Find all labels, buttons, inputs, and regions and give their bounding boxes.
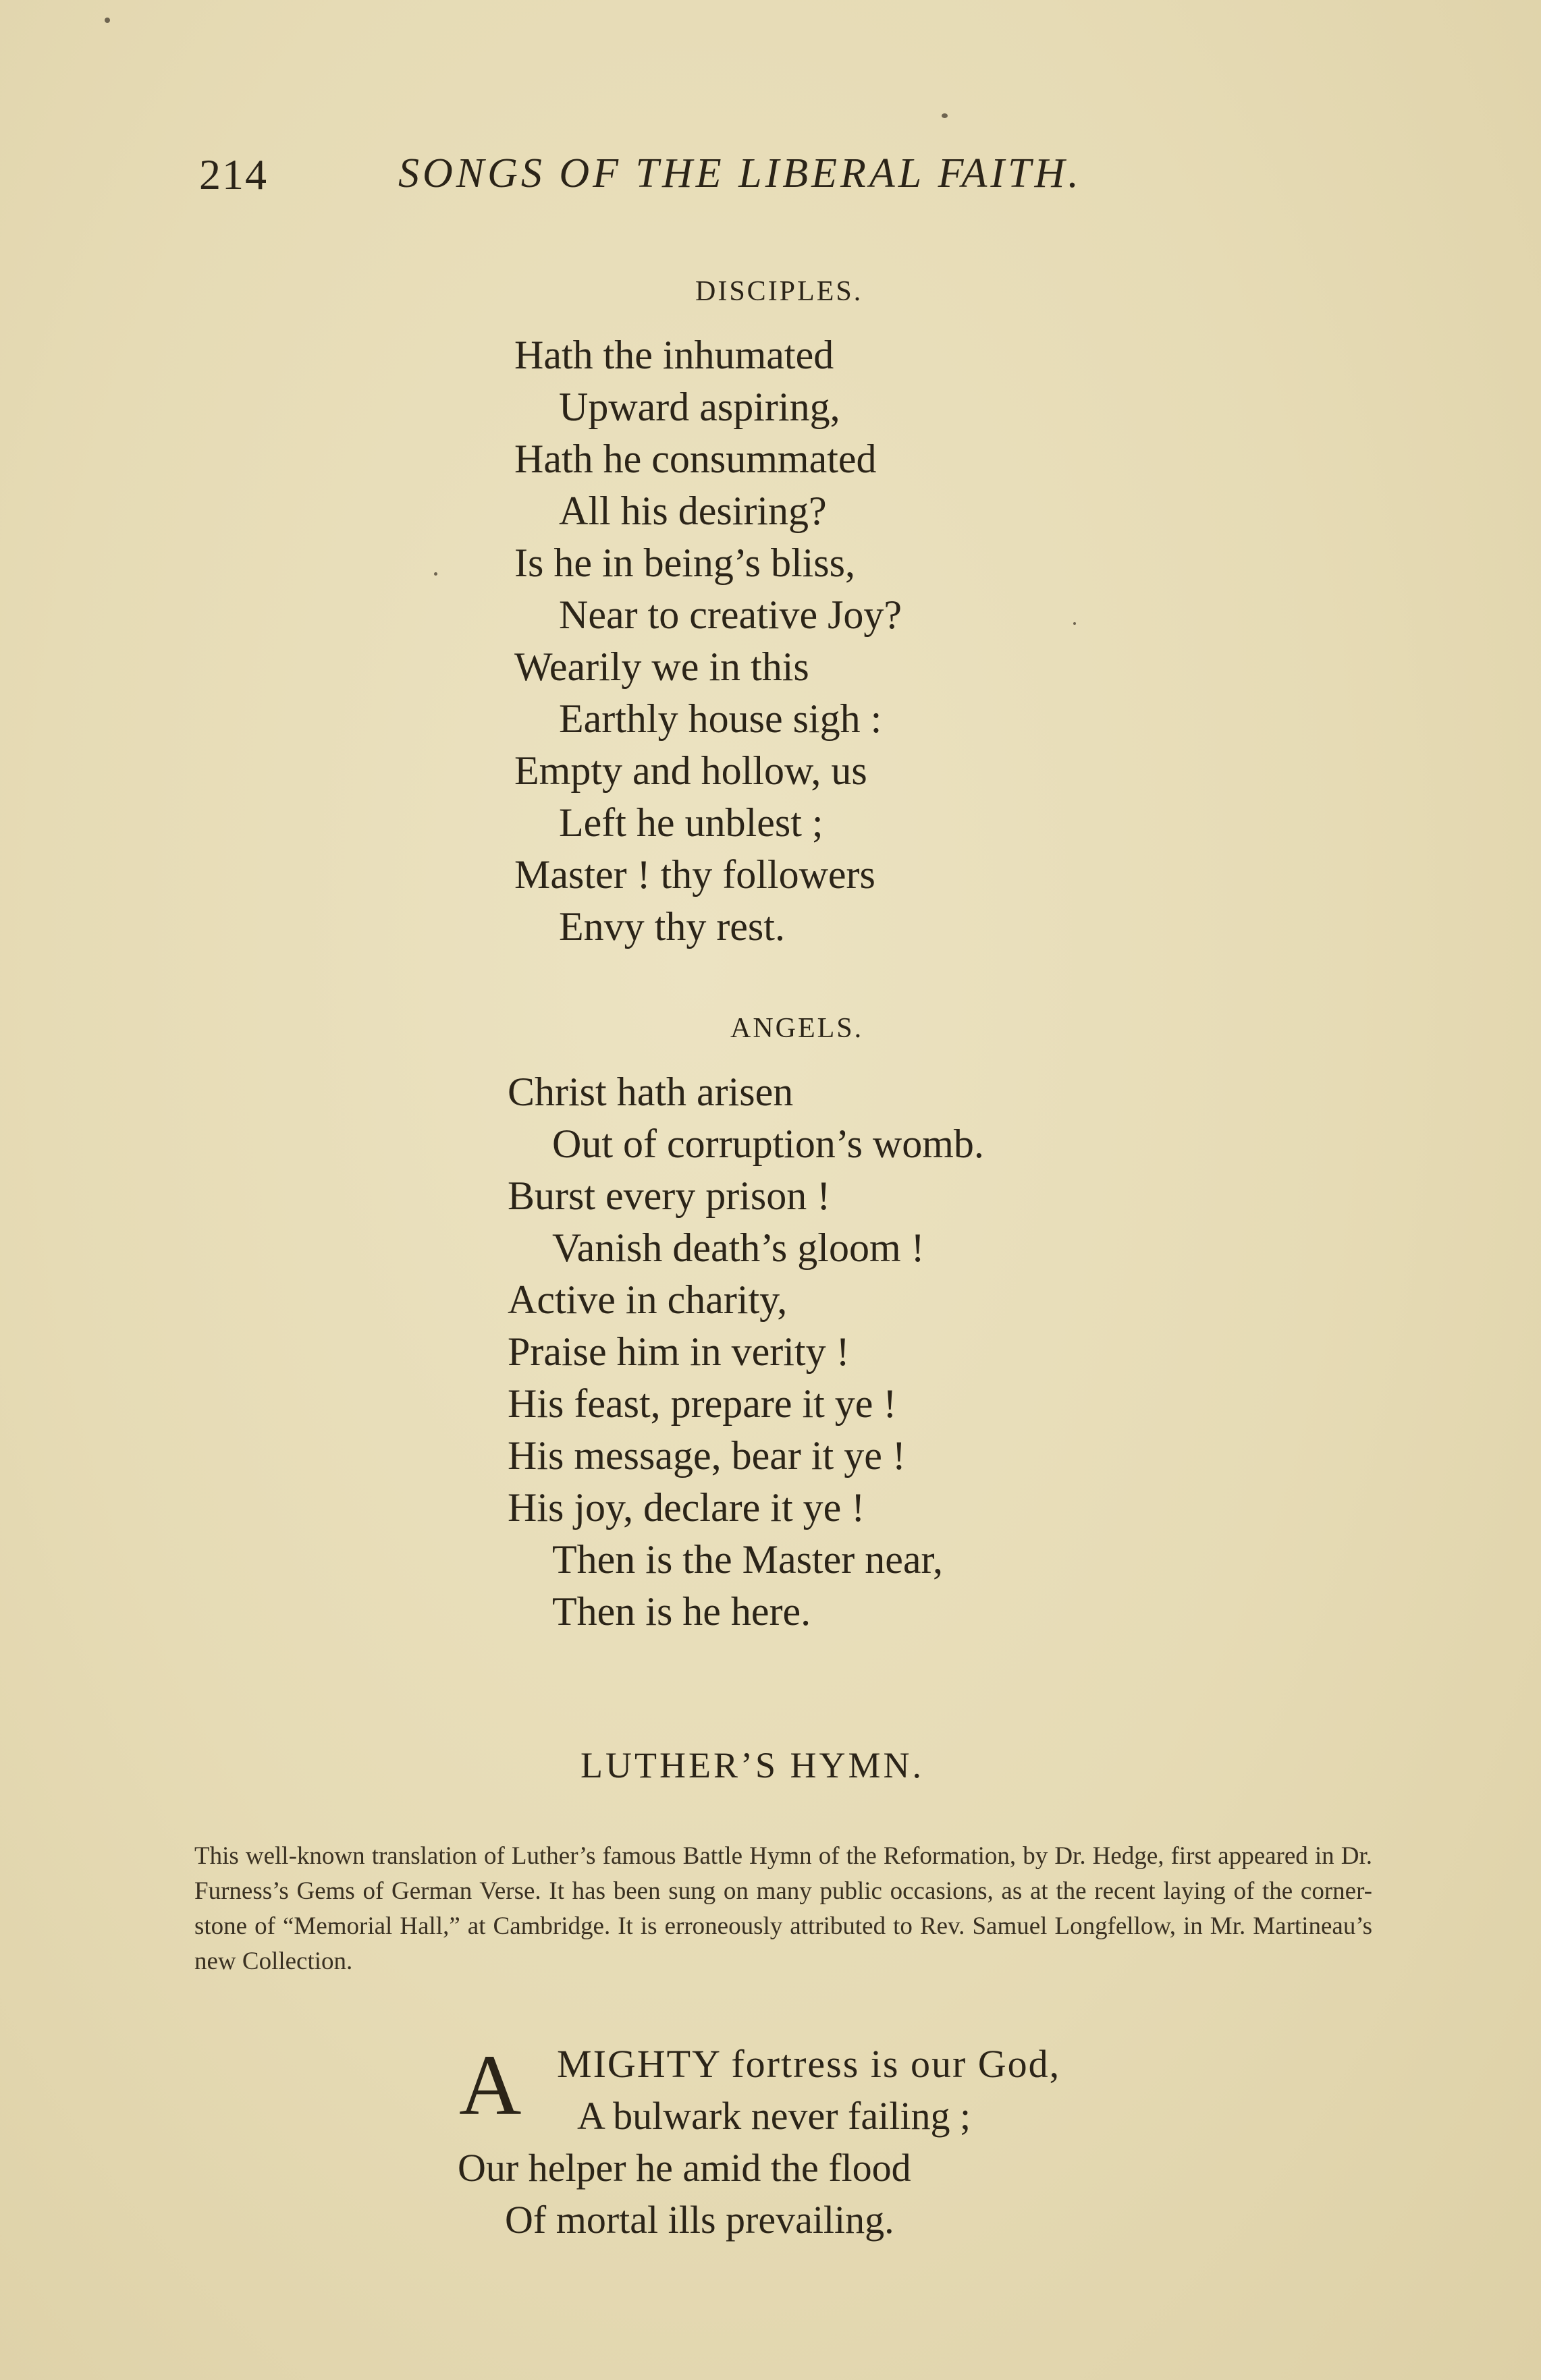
- verse-line: Left he unblest ;: [559, 800, 823, 845]
- paper-speck: [105, 18, 110, 23]
- verse-line: Praise him in verity !: [508, 1329, 850, 1374]
- verse-line: Then is he here.: [552, 1589, 811, 1634]
- paper-speck: [942, 113, 948, 118]
- disciples-verse: [514, 329, 902, 953]
- verse-line: Christ hath arisen: [508, 1070, 794, 1114]
- verse-line: Vanish death’s gloom !: [552, 1225, 925, 1270]
- book-title: SONGS OF THE LIBERAL FAITH.: [398, 150, 1082, 196]
- verse-line: Hath the inhumated: [514, 333, 834, 377]
- verse-line: MIGHTY fortress is our God,: [557, 2042, 1061, 2086]
- drop-cap: A: [459, 2037, 522, 2133]
- verse-line: Master ! thy followers: [514, 852, 875, 897]
- verse-line: Near to creative Joy?: [559, 592, 902, 637]
- verse-line: Our helper he amid the flood: [458, 2146, 911, 2190]
- page-number: 214: [199, 150, 268, 198]
- hymn-verse: [459, 2038, 1060, 2246]
- paper-speck: [434, 572, 437, 576]
- paper-speck: [1073, 622, 1076, 625]
- angels-heading: ANGELS.: [730, 1013, 864, 1044]
- verse-line: Active in charity,: [508, 1277, 788, 1322]
- angels-verse: [508, 1066, 984, 1638]
- verse-line: Burst every prison !: [508, 1173, 831, 1218]
- verse-line: All his desiring?: [559, 489, 827, 533]
- verse-line: A bulwark never failing ;: [577, 2094, 971, 2138]
- verse-line: Is he in being’s bliss,: [514, 541, 855, 585]
- verse-line: His joy, declare it ye !: [508, 1485, 865, 1530]
- hymn-note: This well-known translation of Luther’s famous Battle Hymn of the Reformation, by Dr. Hedge, first appeared in Dr. Furness’s Gems of German Verse. It has been sung on many public occasions, as at the recent laying of the corner-stone of “Memorial Hall,” at Cambridge. It is erroneously attributed to Rev. Samuel Longfellow, in Mr. Martineau’s new Collection.: [194, 1842, 1372, 1975]
- verse-line: His feast, prepare it ye !: [508, 1381, 897, 1426]
- disciples-heading: DISCIPLES.: [695, 276, 863, 307]
- verse-line: Out of corruption’s womb.: [552, 1122, 984, 1166]
- verse-line: Empty and hollow, us: [514, 748, 867, 793]
- running-head: [199, 150, 1225, 211]
- verse-line: Upward aspiring,: [559, 385, 840, 429]
- verse-line: Then is the Master near,: [552, 1537, 944, 1582]
- hymn-title: LUTHER’S HYMN.: [580, 1745, 924, 1786]
- verse-line: His message, bear it ye !: [508, 1433, 906, 1478]
- verse-line: Hath he consummated: [514, 437, 877, 481]
- verse-line: Of mortal ills prevailing.: [505, 2198, 894, 2242]
- verse-line: Earthly house sigh :: [559, 696, 882, 741]
- verse-line: Envy thy rest.: [559, 904, 785, 949]
- verse-line: Wearily we in this: [514, 644, 809, 689]
